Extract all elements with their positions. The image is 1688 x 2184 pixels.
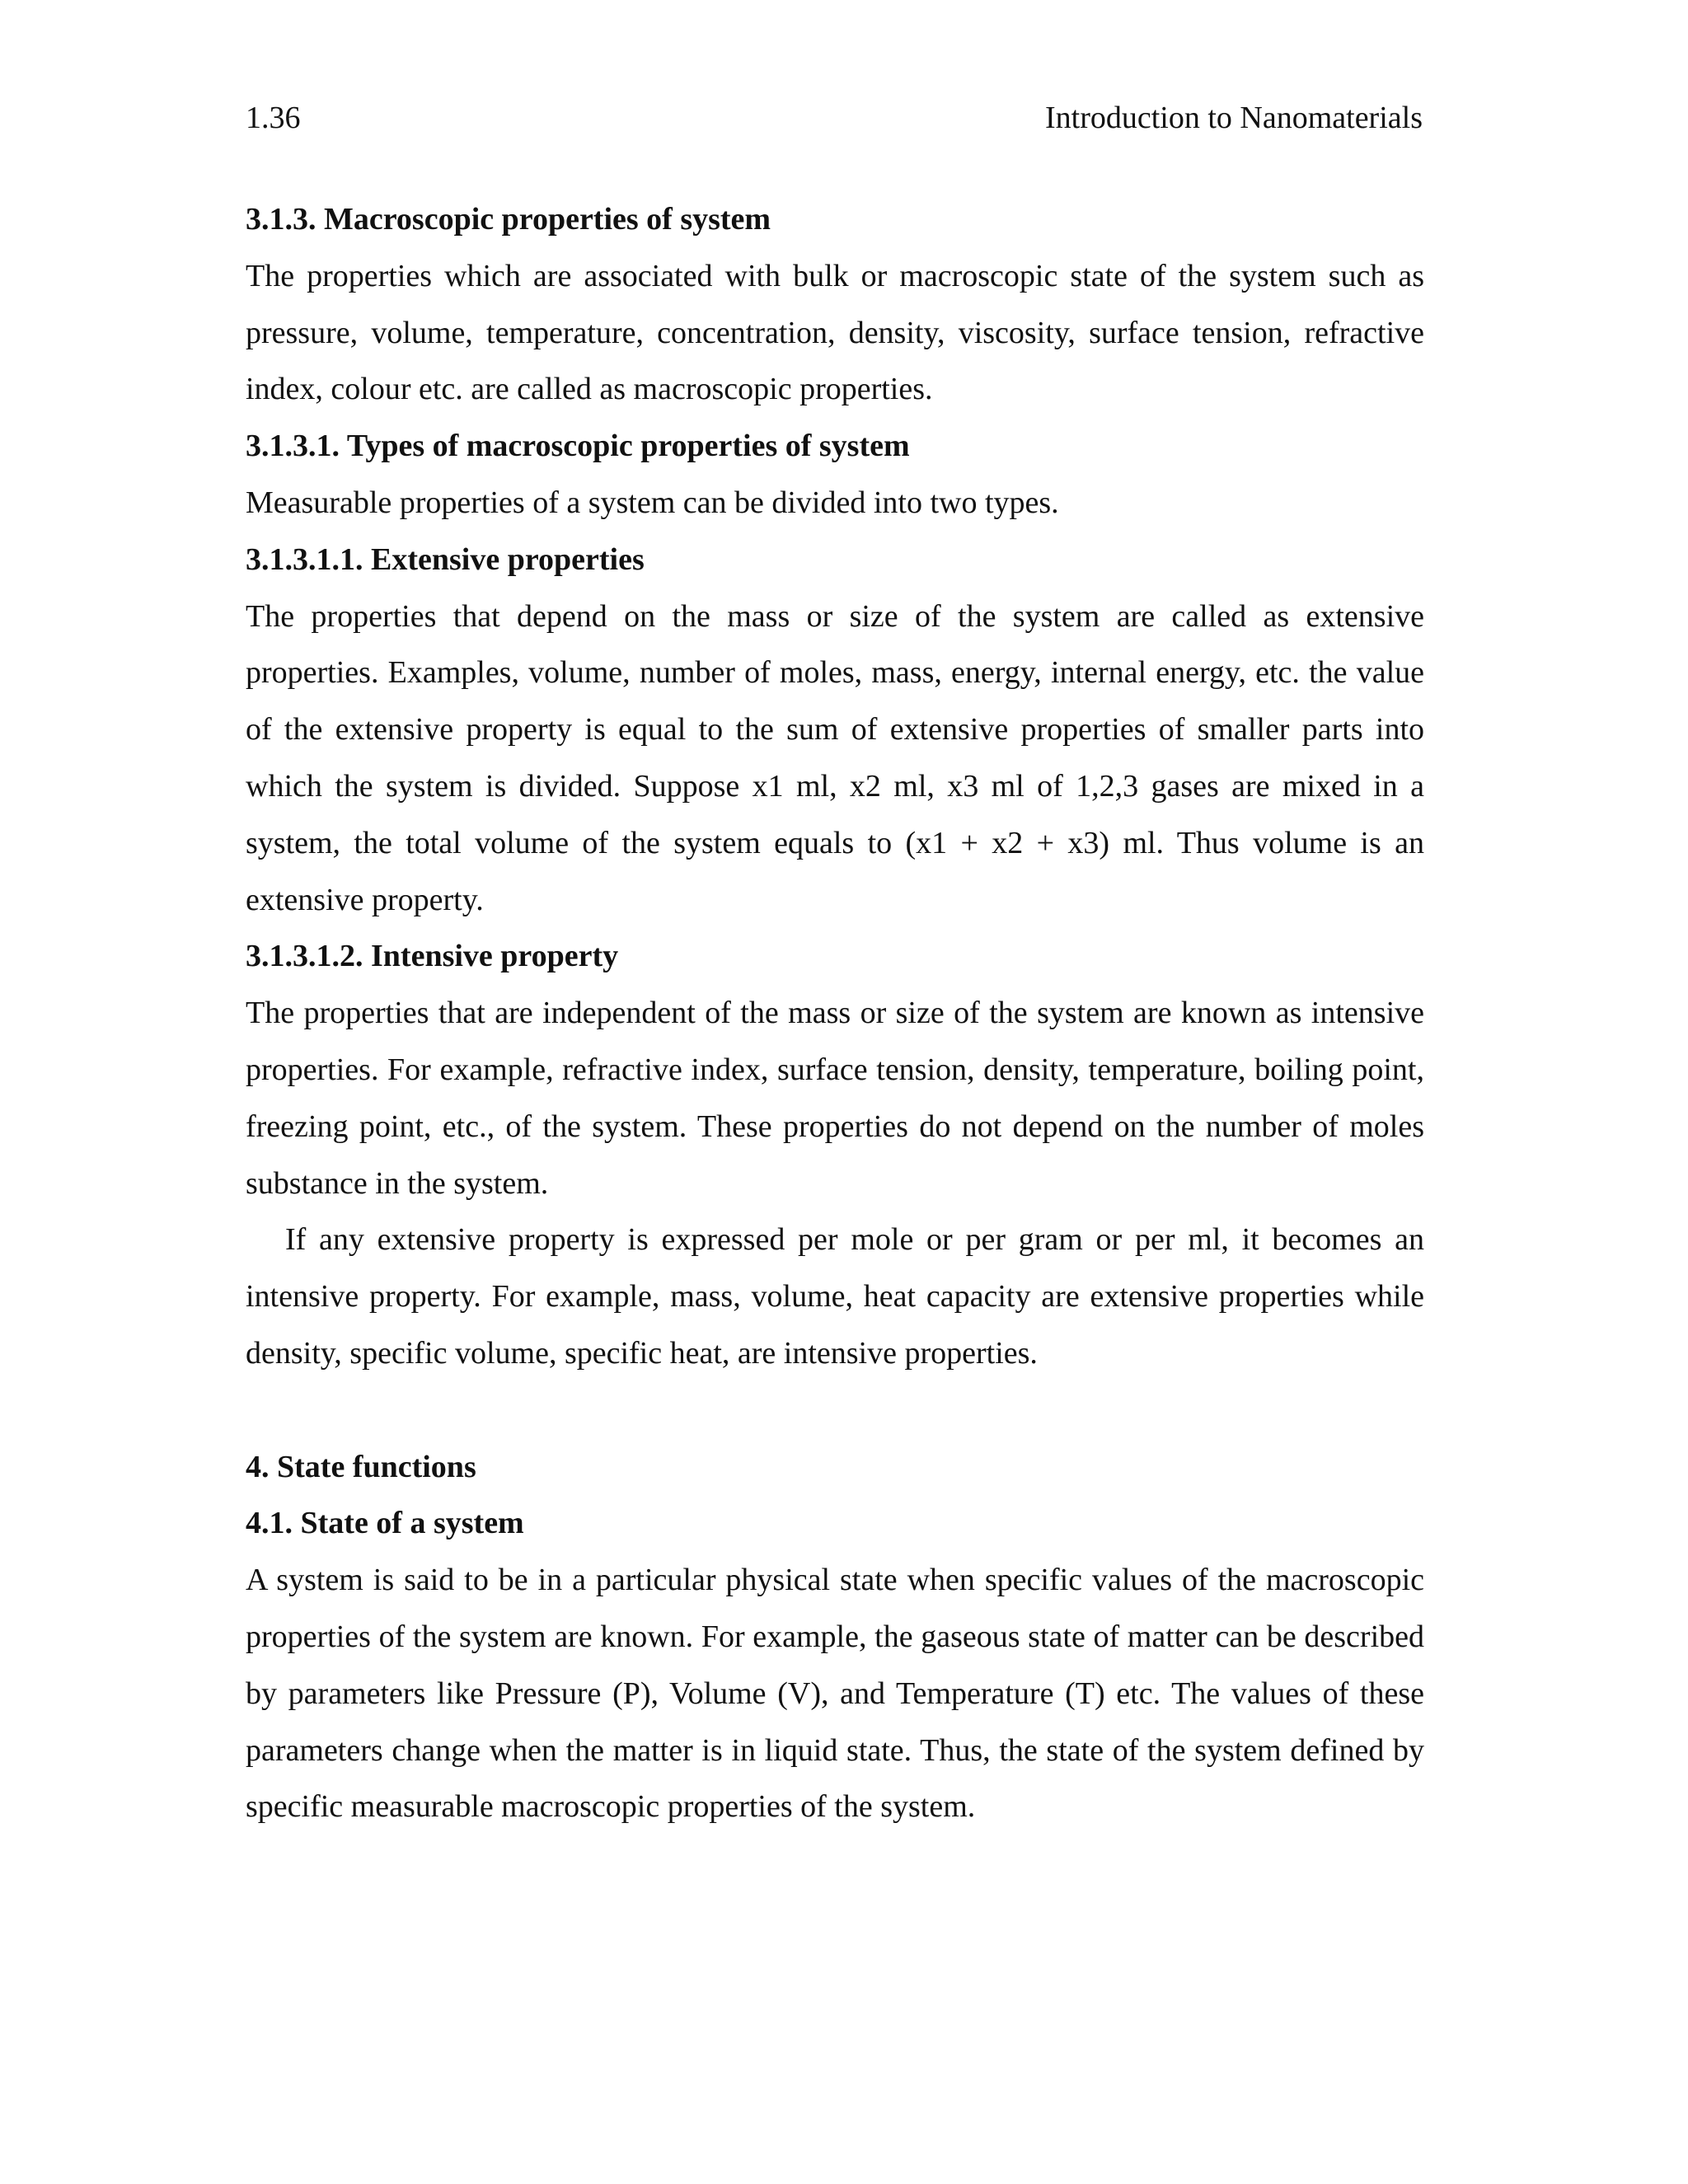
- section-heading-4-1: 4.1. State of a system: [246, 1506, 524, 1541]
- paragraph-intensive-properties: The properties that are independent of the mass or size of the system are known as intensive properties. For example, refractive index, surface tension, density, temperature, boiling point, freezing point, etc., of the system. These properties do not depend on the number of moles substance in the system.: [246, 996, 1424, 1201]
- running-header: [246, 97, 1423, 138]
- section-heading-3-1-3-1-1: 3.1.3.1.1. Extensive properties: [246, 541, 645, 577]
- paragraph-extensive-properties: The properties that depend on the mass or size of the system are called as extensive properties. Examples, volume, number of moles, mass, energy, internal energy, etc. the value of the extensive property is equal to the sum of extensive properties of smaller parts into which the system is divided. Suppose x1 ml, x2 ml, x3 ml of 1,2,3 gases are mixed in a system, the total volume of the system equals to (x1 + x2 + x3) ml. Thus volume is an extensive property.: [246, 598, 1424, 917]
- page-number: 1.36: [246, 101, 301, 135]
- page-body: [246, 191, 1424, 1835]
- paragraph-macroscopic-definition: The properties which are associated with bulk or macroscopic state of the system such as pressure, volume, temperature, concentration, density, viscosity, surface tension, refractive index, colour etc. are called as macroscopic properties.: [246, 258, 1424, 407]
- section-heading-3-1-3-1: 3.1.3.1. Types of macroscopic properties of system: [246, 429, 910, 464]
- section-heading-3-1-3-1-2: 3.1.3.1.2. Intensive property: [246, 939, 619, 974]
- paragraph-intensive-conversion: If any extensive property is expressed per mole or per gram or per ml, it becomes an intensive property. For example, mass, volume, heat capacity are extensive properties while density, specific volume, specific heat, are intensive properties.: [246, 1222, 1424, 1371]
- running-title: Introduction to Nanomaterials: [1045, 101, 1423, 135]
- paragraph-state-of-system: A system is said to be in a particular physical state when specific values of the macroscopic properties of the system are known. For example, the gaseous state of matter can be described by parameters like Pressure (P), Volume (V), and Temperature (T) etc. The values of these parameters change when the matter is in liquid state. Thus, the state of the system defined by specific measurable macroscopic properties of the system.: [246, 1563, 1424, 1825]
- section-heading-3-1-3: 3.1.3. Macroscopic properties of system: [246, 202, 771, 237]
- section-heading-4: 4. State functions: [246, 1449, 476, 1484]
- paragraph-types-intro: Measurable properties of a system can be divided into two types.: [246, 485, 1059, 520]
- section-spacer: [246, 1382, 1424, 1439]
